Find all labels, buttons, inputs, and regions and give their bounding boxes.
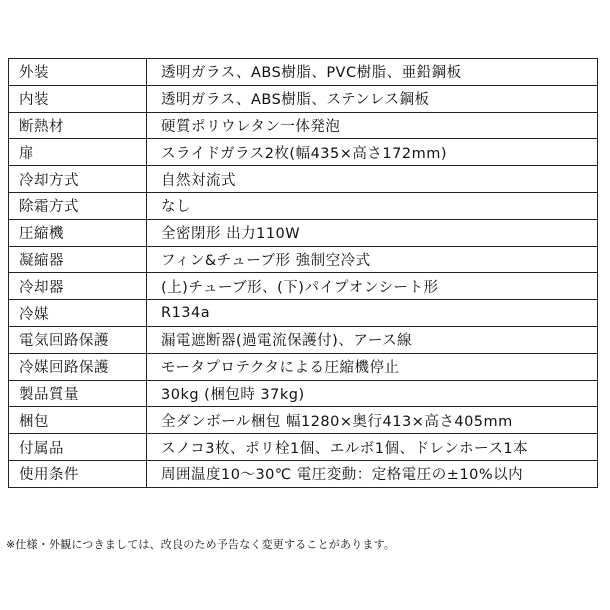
spec-label: 冷媒	[9, 300, 147, 327]
spec-label: 除霜方式	[9, 192, 147, 219]
spec-value: スライドガラス2枚(幅435×高さ172mm)	[147, 139, 598, 166]
spec-value: モータプロテクタによる圧縮機停止	[147, 353, 598, 380]
spec-row	[9, 246, 598, 273]
spec-row	[9, 300, 598, 327]
spec-value: 透明ガラス、ABS樹脂、PVC樹脂、亜鉛鋼板	[147, 59, 598, 86]
spec-row	[9, 380, 598, 407]
spec-value: (上)チューブ形、(下)パイプオンシート形	[147, 273, 598, 300]
spec-value: なし	[147, 192, 598, 219]
spec-row	[9, 219, 598, 246]
spec-label: 扉	[9, 139, 147, 166]
spec-row	[9, 139, 598, 166]
spec-label: 内装	[9, 85, 147, 112]
spec-row	[9, 434, 598, 461]
spec-value: R134a	[147, 300, 598, 327]
spec-label: 電気回路保護	[9, 326, 147, 353]
spec-value: フィン&チューブ形 強制空冷式	[147, 246, 598, 273]
spec-row	[9, 59, 598, 86]
spec-value: スノコ3枚、ポリ栓1個、エルボ1個、ドレンホース1本	[147, 434, 598, 461]
spec-label: 梱包	[9, 407, 147, 434]
spec-row	[9, 112, 598, 139]
spec-label: 製品質量	[9, 380, 147, 407]
spec-value: 透明ガラス、ABS樹脂、ステンレス鋼板	[147, 85, 598, 112]
spec-value: 硬質ポリウレタン一体発泡	[147, 112, 598, 139]
spec-label: 圧縮機	[9, 219, 147, 246]
spec-row	[9, 192, 598, 219]
spec-row	[9, 273, 598, 300]
spec-label: 冷却方式	[9, 166, 147, 193]
spec-label: 凝縮器	[9, 246, 147, 273]
spec-value: 周囲温度10～30℃ 電圧変動：定格電圧の±10%以内	[147, 460, 598, 487]
spec-row	[9, 85, 598, 112]
spec-value: 漏電遮断器(過電流保護付)、アース線	[147, 326, 598, 353]
spec-table	[8, 58, 598, 488]
spec-value: 全ダンボール梱包 幅1280×奥行413×高さ405mm	[147, 407, 598, 434]
spec-label: 冷却器	[9, 273, 147, 300]
spec-label: 使用条件	[9, 460, 147, 487]
spec-value: 全密閉形 出力110W	[147, 219, 598, 246]
spec-value: 自然対流式	[147, 166, 598, 193]
spec-row	[9, 166, 598, 193]
spec-row	[9, 353, 598, 380]
spec-row	[9, 460, 598, 487]
spec-table-body	[9, 59, 598, 488]
spec-label: 冷媒回路保護	[9, 353, 147, 380]
spec-row	[9, 407, 598, 434]
spec-row	[9, 326, 598, 353]
spec-label: 付属品	[9, 434, 147, 461]
footnote: ※仕様・外観につきましては、改良のため予告なく変更することがあります。	[6, 538, 396, 551]
spec-label: 断熱材	[9, 112, 147, 139]
spec-value: 30kg (梱包時 37kg)	[147, 380, 598, 407]
spec-label: 外装	[9, 59, 147, 86]
